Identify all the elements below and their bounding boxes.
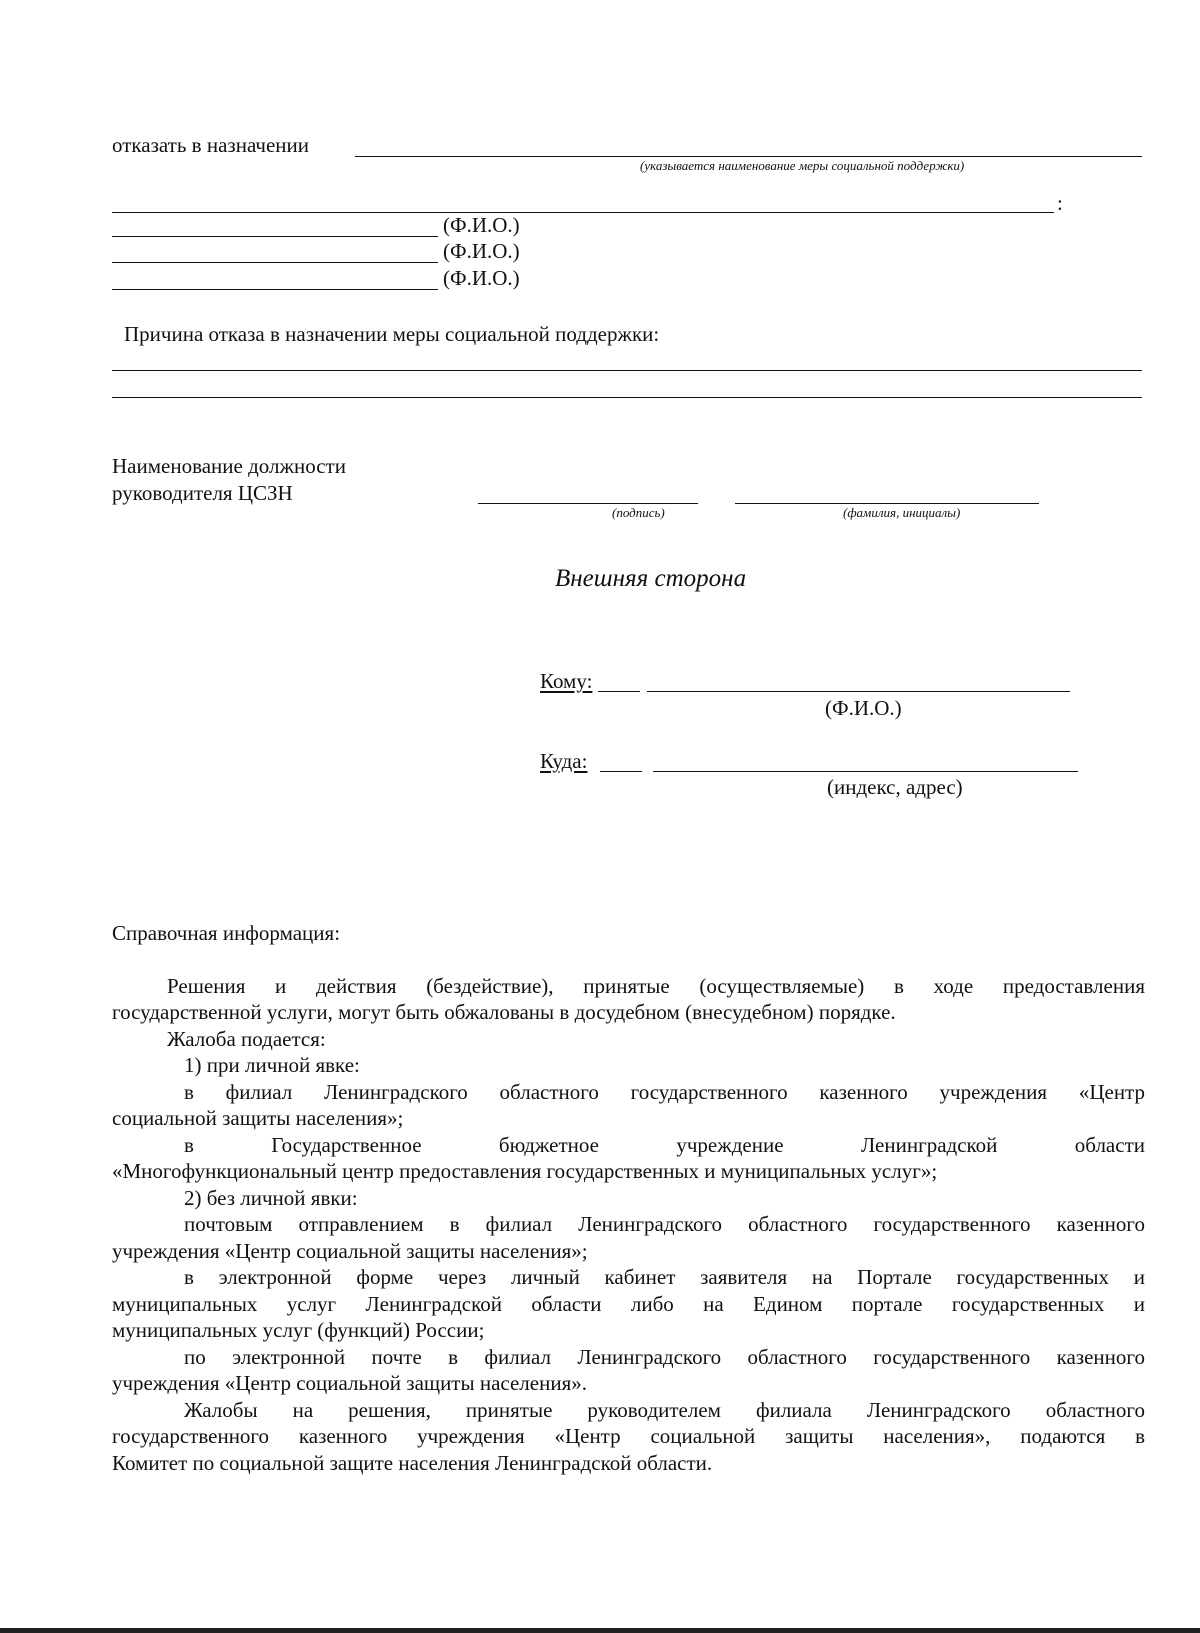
info-p8-line1: в электронной форме через личный кабинет заявителя на Портале государственных и — [184, 1265, 1145, 1289]
scan-bottom-edge — [0, 1628, 1200, 1633]
where-underline-tail — [600, 771, 642, 772]
recipient-blank-line — [112, 212, 1054, 213]
measure-blank-line — [355, 156, 1142, 157]
colon: : — [1057, 191, 1063, 215]
info-p6: 2) без личной явки: — [184, 1186, 358, 1210]
position-line-2: руководителя ЦСЗН — [112, 481, 293, 505]
info-p5-line2: «Многофункциональный центр предоставления государственных и муниципальных услуг»; — [112, 1159, 938, 1183]
where-label: Куда: — [540, 749, 588, 773]
fio-label-3: (Ф.И.О.) — [443, 266, 520, 290]
where-blank-line — [653, 771, 1078, 772]
reason-line-1 — [112, 370, 1142, 371]
info-p4-line1: в филиал Ленинградского областного государственного казенного учреждения «Центр — [184, 1080, 1145, 1104]
info-p8-line3: муниципальных услуг (функций) России; — [112, 1318, 485, 1342]
info-p9-line2: учреждения «Центр социальной защиты населения». — [112, 1371, 587, 1395]
info-heading: Справочная информация: — [112, 921, 341, 945]
info-p8-line2: муниципальных услуг Ленинградской области либо на Едином портале государственных и — [112, 1292, 1145, 1316]
info-p10-line3: Комитет по социальной защите населения Ленинградской области. — [112, 1451, 713, 1475]
info-p2: Жалоба подается: — [167, 1027, 326, 1051]
info-p7-line1: почтовым отправлением в филиал Ленинградского областного государственного казенного — [184, 1212, 1145, 1236]
fio-blank-line-3 — [112, 289, 438, 290]
to-blank-line — [647, 691, 1070, 692]
sign-caption: (подпись) — [612, 505, 665, 520]
fio-label-2: (Ф.И.О.) — [443, 239, 520, 263]
fio-blank-line-1 — [112, 236, 438, 237]
name-caption: (фамилия, инициалы) — [843, 505, 961, 520]
measure-caption: (указывается наименование меры социальной поддержки) — [640, 158, 965, 173]
to-label: Кому: — [540, 669, 593, 693]
to-caption: (Ф.И.О.) — [825, 696, 902, 720]
where-caption: (индекс, адрес) — [827, 775, 963, 799]
info-p10-line1: Жалобы на решения, принятые руководителем филиала Ленинградского областного — [184, 1398, 1145, 1422]
info-p3: 1) при личной явке: — [184, 1053, 360, 1077]
position-line-1: Наименование должности — [112, 454, 346, 478]
fio-blank-line-2 — [112, 262, 438, 263]
to-underline-tail — [598, 691, 640, 692]
info-p9-line1: по электронной почте в филиал Ленинградского областного государственного казенного — [184, 1345, 1145, 1369]
info-p7-line2: учреждения «Центр социальной защиты населения»; — [112, 1239, 588, 1263]
fio-label-1: (Ф.И.О.) — [443, 213, 520, 237]
name-line — [735, 503, 1039, 504]
reason-label: Причина отказа в назначении меры социальной поддержки: — [124, 322, 660, 346]
reason-line-2 — [112, 397, 1142, 398]
refusal-lead: отказать в назначении — [112, 133, 310, 157]
info-p10-line2: государственного казенного учреждения «Центр социальной защиты населения», подаются в — [112, 1424, 1145, 1448]
outside-title: Внешняя сторона — [555, 565, 747, 592]
info-p1-line1: Решения и действия (бездействие), принятые (осуществляемые) в ходе предоставления — [167, 974, 1145, 998]
info-p1-line2: государственной услуги, могут быть обжалованы в досудебном (внесудебном) порядке. — [112, 1000, 896, 1024]
info-p4-line2: социальной защиты населения»; — [112, 1106, 404, 1130]
info-p5-line1: в Государственное бюджетное учреждение Ленинградской области — [184, 1133, 1145, 1157]
sign-line — [478, 503, 698, 504]
